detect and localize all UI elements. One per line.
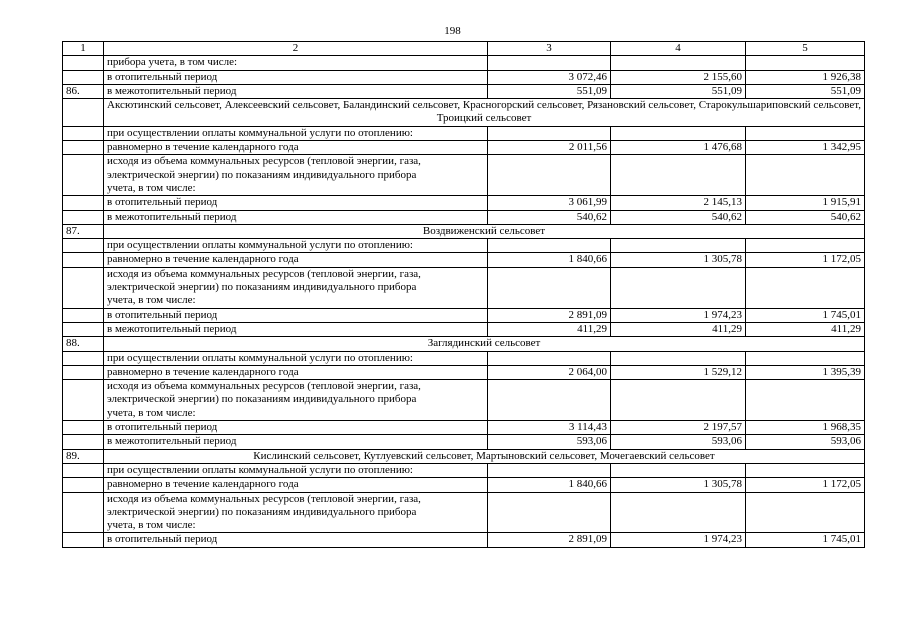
value-cell: 411,29 [746, 322, 865, 336]
row-index-cell [63, 196, 104, 210]
table-row [63, 478, 865, 492]
group-header-row [63, 99, 865, 127]
row-label-text: при осуществлении оплаты коммунальной услуги по отоплению: [107, 351, 413, 364]
value-cell: 3 114,43 [488, 421, 611, 435]
row-index-cell [63, 99, 104, 127]
row-label-text: исходя из объема коммунальных ресурсов (тепловой энергии, газа, электрической энергии) по показаниям индивидуального прибора учета, в том числе: [107, 155, 421, 194]
value-cell [611, 239, 746, 253]
value-cell: 2 891,09 [488, 533, 611, 547]
value-cell: 551,09 [611, 84, 746, 98]
row-label [104, 308, 488, 322]
table-row [63, 351, 865, 365]
row-index-cell [63, 155, 104, 196]
value-cell: 1 476,68 [611, 141, 746, 155]
table-row [63, 380, 865, 421]
row-label-text: при осуществлении оплаты коммунальной услуги по отоплению: [107, 126, 413, 139]
table-row [63, 84, 865, 98]
row-index-cell [63, 365, 104, 379]
value-cell [488, 56, 611, 70]
value-cell: 593,06 [488, 435, 611, 449]
row-label-text: прибора учета, в том числе: [107, 56, 238, 69]
row-index-cell [63, 56, 104, 70]
row-label [104, 70, 488, 84]
table-row [63, 70, 865, 84]
row-label-text: равномерно в течение календарного года [107, 365, 299, 378]
table-row [63, 126, 865, 140]
value-cell [746, 351, 865, 365]
row-index-cell [63, 126, 104, 140]
value-cell [488, 155, 611, 196]
row-index-cell: 87. [63, 224, 104, 238]
value-cell: 411,29 [611, 322, 746, 336]
value-cell: 593,06 [746, 435, 865, 449]
row-label-text: исходя из объема коммунальных ресурсов (тепловой энергии, газа, электрической энергии) по показаниям индивидуального прибора учета, в том числе: [107, 380, 421, 419]
value-cell: 2 064,00 [488, 365, 611, 379]
row-label-text: при осуществлении оплаты коммунальной услуги по отоплению: [107, 463, 413, 476]
table-row [63, 196, 865, 210]
value-cell [611, 351, 746, 365]
value-cell: 1 840,66 [488, 478, 611, 492]
value-cell: 1 172,05 [746, 253, 865, 267]
value-cell [488, 239, 611, 253]
row-label [104, 56, 488, 70]
value-cell [488, 267, 611, 308]
row-label [104, 141, 488, 155]
row-label [104, 239, 488, 253]
table-row [63, 492, 865, 533]
row-index-cell [63, 380, 104, 421]
row-index-cell [63, 210, 104, 224]
value-cell [611, 56, 746, 70]
value-cell: 3 061,99 [488, 196, 611, 210]
value-cell [746, 239, 865, 253]
table-row [63, 365, 865, 379]
row-label [104, 421, 488, 435]
table-row [63, 141, 865, 155]
value-cell: 1 840,66 [488, 253, 611, 267]
value-cell: 1 974,23 [611, 308, 746, 322]
row-label-text: в межотопительный период [107, 84, 237, 97]
group-title: Кислинский сельсовет, Кутлуевский сельсовет, Мартыновский сельсовет, Мочегаевский сельсовет [104, 449, 865, 463]
value-cell [611, 380, 746, 421]
table-row [63, 239, 865, 253]
row-label [104, 196, 488, 210]
row-label-text: равномерно в течение календарного года [107, 141, 299, 154]
row-label [104, 435, 488, 449]
table-row [63, 210, 865, 224]
group-header-row [63, 449, 865, 463]
group-header-row [63, 224, 865, 238]
row-label-text: исходя из объема коммунальных ресурсов (тепловой энергии, газа, электрической энергии) по показаниям индивидуального прибора учета, в том числе: [107, 492, 421, 532]
row-index-cell [63, 435, 104, 449]
value-cell [488, 492, 611, 533]
value-cell [746, 492, 865, 533]
row-label-text: исходя из объема коммунальных ресурсов (тепловой энергии, газа, электрической энергии) по показаниям индивидуального прибора учета, в том числе: [107, 267, 421, 307]
row-label [104, 253, 488, 267]
row-label-text: в межотопительный период [107, 210, 237, 223]
row-index-cell: 86. [63, 84, 104, 98]
row-index-cell: 89. [63, 449, 104, 463]
row-label-text: в отопительный период [107, 70, 218, 83]
row-label [104, 322, 488, 336]
row-index-cell [63, 308, 104, 322]
value-cell [746, 126, 865, 140]
row-label [104, 351, 488, 365]
value-cell: 551,09 [746, 84, 865, 98]
row-label [104, 533, 488, 547]
value-cell [488, 351, 611, 365]
value-cell [488, 380, 611, 421]
value-cell [611, 492, 746, 533]
header-cell: 2 [104, 42, 488, 56]
value-cell: 1 974,23 [611, 533, 746, 547]
table-row [63, 155, 865, 196]
value-cell [746, 56, 865, 70]
tariff-table [62, 41, 865, 548]
row-label-text: в межотопительный период [107, 435, 237, 448]
value-cell: 551,09 [488, 84, 611, 98]
value-cell: 2 155,60 [611, 70, 746, 84]
row-label-text: в отопительный период [107, 533, 218, 546]
value-cell: 540,62 [488, 210, 611, 224]
value-cell: 2 145,13 [611, 196, 746, 210]
value-cell: 2 197,57 [611, 421, 746, 435]
value-cell [488, 463, 611, 477]
row-index-cell [63, 421, 104, 435]
row-label-text: в отопительный период [107, 421, 218, 434]
row-label [104, 267, 488, 308]
header-cell: 5 [746, 42, 865, 56]
table-row [63, 56, 865, 70]
row-label [104, 380, 488, 421]
value-cell: 1 968,35 [746, 421, 865, 435]
value-cell [746, 267, 865, 308]
value-cell: 1 745,01 [746, 533, 865, 547]
row-index-cell [63, 239, 104, 253]
row-label [104, 210, 488, 224]
row-label-text: равномерно в течение календарного года [107, 478, 299, 491]
row-label-text: в отопительный период [107, 308, 218, 321]
value-cell: 1 342,95 [746, 141, 865, 155]
value-cell: 1 305,78 [611, 478, 746, 492]
value-cell [746, 463, 865, 477]
row-index-cell [63, 322, 104, 336]
row-index-cell [63, 478, 104, 492]
row-label [104, 463, 488, 477]
value-cell: 1 395,39 [746, 365, 865, 379]
table-row [63, 421, 865, 435]
row-label [104, 126, 488, 140]
value-cell: 540,62 [611, 210, 746, 224]
row-index-cell [63, 253, 104, 267]
value-cell [746, 155, 865, 196]
table-row [63, 435, 865, 449]
row-index-cell [63, 267, 104, 308]
row-label-text: равномерно в течение календарного года [107, 253, 299, 266]
value-cell: 1 172,05 [746, 478, 865, 492]
table-row [63, 533, 865, 547]
table-row [63, 308, 865, 322]
page-number: 198 [444, 25, 461, 37]
header-cell: 4 [611, 42, 746, 56]
row-label-text: в межотопительный период [107, 322, 237, 335]
table-row [63, 253, 865, 267]
value-cell [488, 126, 611, 140]
group-header-row [63, 337, 865, 351]
group-title: Заглядинский сельсовет [104, 337, 865, 351]
row-index-cell [63, 70, 104, 84]
row-label-text: в отопительный период [107, 196, 218, 209]
group-title: Аксютинский сельсовет, Алексеевский сельсовет, Баландинский сельсовет, Красногорский сельсовет, Рязановский сельсовет, Старокульшариповский сельсовет, Троицкий сельсовет [104, 99, 865, 127]
row-index-cell [63, 463, 104, 477]
value-cell [746, 380, 865, 421]
row-label [104, 84, 488, 98]
value-cell: 1 745,01 [746, 308, 865, 322]
value-cell: 3 072,46 [488, 70, 611, 84]
value-cell: 1 926,38 [746, 70, 865, 84]
value-cell: 1 305,78 [611, 253, 746, 267]
group-title: Воздвиженский сельсовет [104, 224, 865, 238]
value-cell [611, 155, 746, 196]
row-index-cell [63, 533, 104, 547]
table-row [63, 267, 865, 308]
row-label [104, 478, 488, 492]
row-label [104, 492, 488, 533]
row-label [104, 365, 488, 379]
value-cell [611, 463, 746, 477]
header-row [63, 42, 865, 56]
header-cell: 3 [488, 42, 611, 56]
row-label [104, 155, 488, 196]
value-cell [611, 267, 746, 308]
value-cell: 2 891,09 [488, 308, 611, 322]
value-cell: 540,62 [746, 210, 865, 224]
value-cell: 411,29 [488, 322, 611, 336]
value-cell: 593,06 [611, 435, 746, 449]
row-index-cell [63, 492, 104, 533]
table-row [63, 322, 865, 336]
value-cell [611, 126, 746, 140]
row-index-cell: 88. [63, 337, 104, 351]
table-row [63, 463, 865, 477]
value-cell: 2 011,56 [488, 141, 611, 155]
row-index-cell [63, 351, 104, 365]
value-cell: 1 915,91 [746, 196, 865, 210]
header-cell: 1 [63, 42, 104, 56]
row-index-cell [63, 141, 104, 155]
row-label-text: при осуществлении оплаты коммунальной услуги по отоплению: [107, 239, 413, 252]
value-cell: 1 529,12 [611, 365, 746, 379]
